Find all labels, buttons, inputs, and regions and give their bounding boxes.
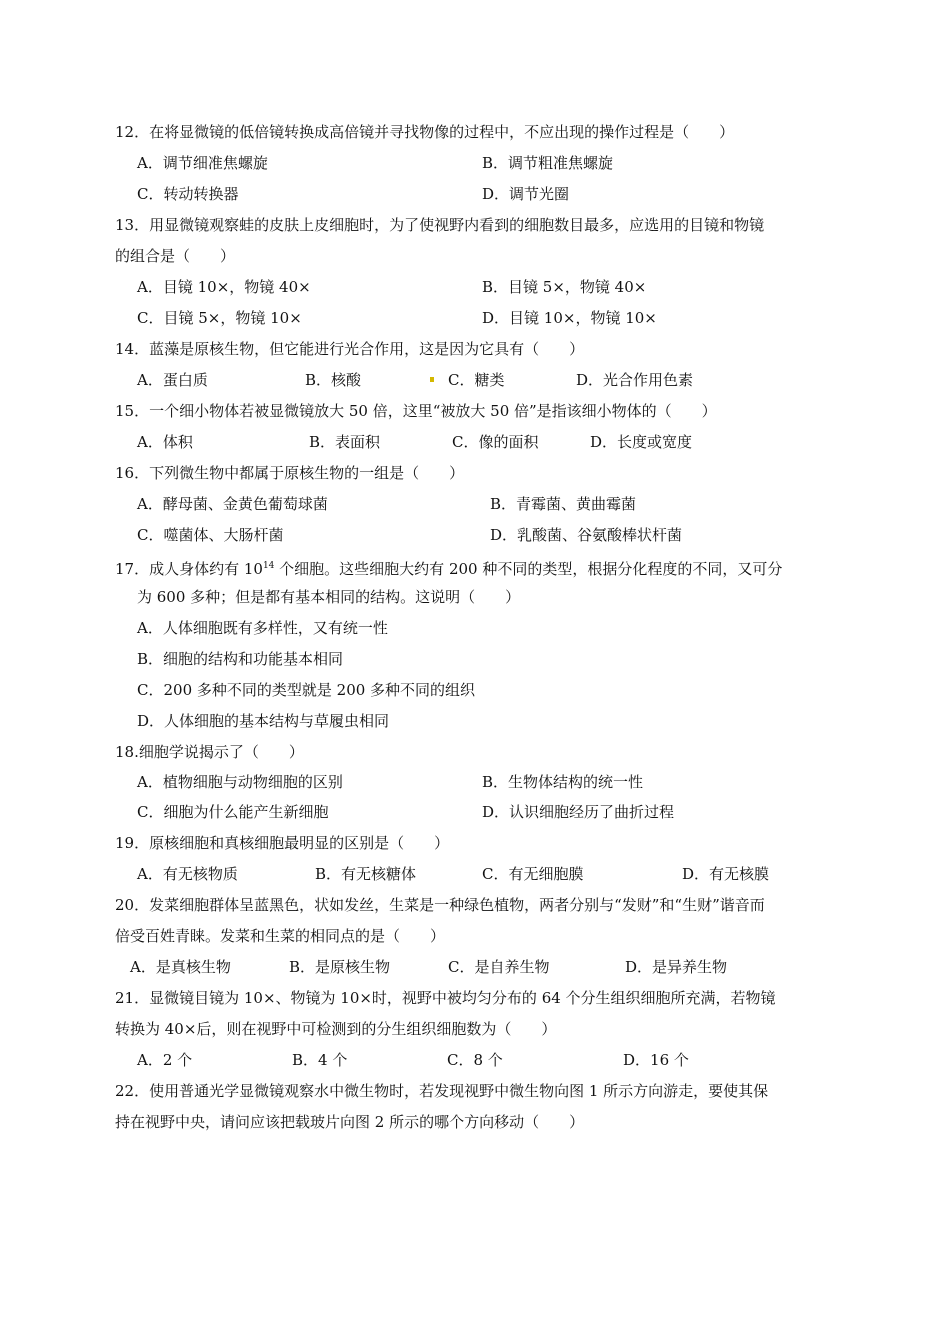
q15-option-d: D．长度或宽度 <box>590 433 693 451</box>
q12-option-a: A．调节细准焦螺旋 <box>137 154 268 172</box>
q14-option-b: B．核酸 <box>305 371 362 389</box>
q13-option-d: D．目镜 10×，物镜 10× <box>482 309 657 327</box>
q20-option-b: B．是原核生物 <box>289 958 391 976</box>
q17-option-b: B．细胞的结构和功能基本相同 <box>137 650 344 668</box>
q12-option-d: D．调节光圈 <box>482 185 570 203</box>
q18-option-d: D．认识细胞经历了曲折过程 <box>482 803 675 821</box>
q21-option-d: D．16 个 <box>623 1051 689 1069</box>
q17-option-a: A．人体细胞既有多样性，又有统一性 <box>137 619 388 637</box>
q21-stem-line1: 21．显微镜目镜为 10×、物镜为 10×时，视野中被均匀分布的 64 个分生组织细胞所充满，若物镜 <box>115 989 776 1007</box>
stray-mark <box>430 377 434 382</box>
q17-option-c: C．200 多种不同的类型就是 200 多种不同的组织 <box>137 681 476 699</box>
q16-option-a: A．酵母菌、金黄色葡萄球菌 <box>137 495 328 513</box>
q15-option-c: C．像的面积 <box>452 433 539 451</box>
q13-option-c: C．目镜 5×，物镜 10× <box>137 309 302 327</box>
q14-option-d: D．光合作用色素 <box>576 371 694 389</box>
q16-option-b: B．青霉菌、黄曲霉菌 <box>490 495 637 513</box>
q19-option-c: C．有无细胞膜 <box>482 865 584 883</box>
q22-stem-line2: 持在视野中央，请问应该把载玻片向图 2 所示的哪个方向移动（ ） <box>115 1113 585 1131</box>
q20-stem-line2: 倍受百姓青睐。发菜和生菜的相同点的是（ ） <box>115 927 446 945</box>
q19-stem: 19．原核细胞和真核细胞最明显的区别是（ ） <box>115 834 450 852</box>
q12-stem: 12．在将显微镜的低倍镜转换成高倍镜并寻找物像的过程中，不应出现的操作过程是（ ） <box>115 123 735 141</box>
q15-option-a: A．体积 <box>137 433 193 451</box>
q14-option-c: C．糖类 <box>448 371 505 389</box>
q21-option-c: C．8 个 <box>447 1051 503 1069</box>
q17-stem-line2: 为 600 多种；但是都有基本相同的结构。这说明（ ） <box>137 588 521 606</box>
q18-option-c: C．细胞为什么能产生新细胞 <box>137 803 329 821</box>
q19-option-b: B．有无核糖体 <box>315 865 417 883</box>
q16-option-d: D．乳酸菌、谷氨酸棒状杆菌 <box>490 526 683 544</box>
q21-stem-line2: 转换为 40×后，则在视野中可检测到的分生组织细胞数为（ ） <box>115 1020 557 1038</box>
q20-option-c: C．是自养生物 <box>448 958 550 976</box>
q19-option-d: D．有无核膜 <box>682 865 770 883</box>
q18-option-b: B．生物体结构的统一性 <box>482 773 644 791</box>
q22-stem-line1: 22．使用普通光学显微镜观察水中微生物时，若发现视野中微生物向图 1 所示方向游走，要使其保 <box>115 1082 769 1100</box>
q17-option-d: D．人体细胞的基本结构与草履虫相同 <box>137 712 390 730</box>
q13-option-a: A．目镜 10×，物镜 40× <box>137 278 311 296</box>
q13-stem-line1: 13．用显微镜观察蛙的皮肤上皮细胞时，为了使视野内看到的细胞数目最多，应选用的目镜和物镜 <box>115 216 765 234</box>
q15-stem: 15．一个细小物体若被显微镜放大 50 倍，这里“被放大 50 倍”是指该细小物体的（ ） <box>115 402 717 420</box>
q18-stem: 18.细胞学说揭示了（ ） <box>115 743 304 761</box>
q16-stem: 16．下列微生物中都属于原核生物的一组是（ ） <box>115 464 465 482</box>
q14-stem: 14．蓝藻是原核生物，但它能进行光合作用，这是因为它具有（ ） <box>115 340 585 358</box>
q18-option-a: A．植物细胞与动物细胞的区别 <box>137 773 343 791</box>
q14-option-a: A．蛋白质 <box>137 371 208 389</box>
q12-option-c: C．转动转换器 <box>137 185 239 203</box>
q17-stem-exponent: 14 <box>262 561 275 571</box>
q20-stem-line1: 20．发菜细胞群体呈蓝黑色，状如发丝，生菜是一种绿色植物，两者分别与“发财”和“生财”谐音而 <box>115 896 765 914</box>
q17-stem-line1 <box>115 555 782 580</box>
q13-option-b: B．目镜 5×，物镜 40× <box>482 278 647 296</box>
q21-option-a: A．2 个 <box>137 1051 193 1069</box>
q13-stem-line2: 的组合是（ ） <box>115 247 236 265</box>
q20-option-a: A．是真核生物 <box>130 958 231 976</box>
q15-option-b: B．表面积 <box>309 433 381 451</box>
q21-option-b: B．4 个 <box>292 1051 348 1069</box>
q16-option-c: C．噬菌体、大肠杆菌 <box>137 526 284 544</box>
q17-stem-pre: 17．成人身体约有 10 <box>115 560 263 578</box>
q17-stem-post: 个细胞。这些细胞大约有 200 种不同的类型，根据分化程度的不同，又可分 <box>274 560 783 578</box>
q19-option-a: A．有无核物质 <box>137 865 238 883</box>
q20-option-d: D．是异养生物 <box>625 958 728 976</box>
q12-option-b: B．调节粗准焦螺旋 <box>482 154 614 172</box>
